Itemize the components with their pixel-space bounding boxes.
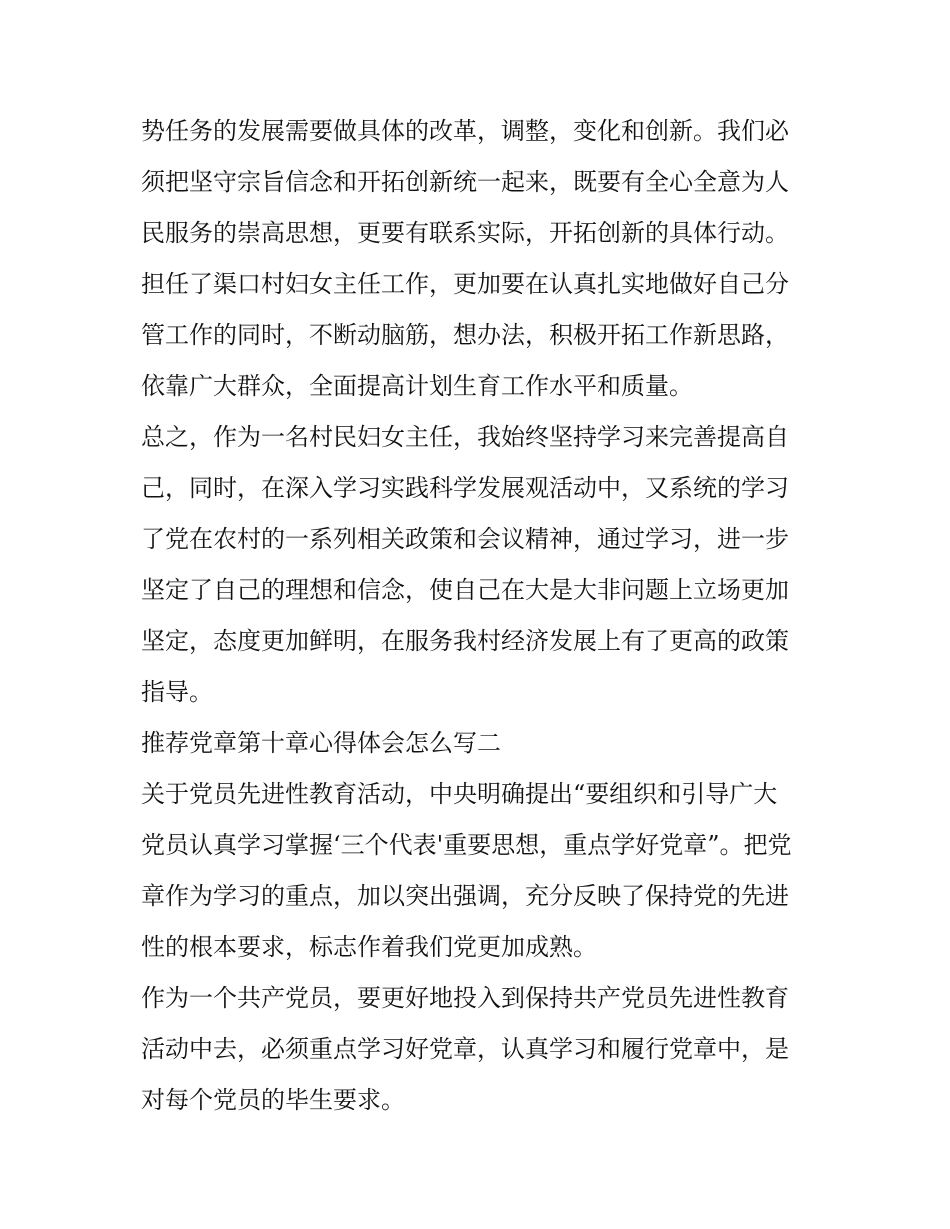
text-line: 关于党员先进性教育活动，中央明确提出“要组织和引导广大 [141, 780, 778, 808]
text-line: 管工作的同时，不断动脑筋，想办法，积极开拓工作新思路， [141, 321, 789, 349]
text-line: 指导。 [141, 678, 213, 706]
text-line: 坚定了自己的理想和信念，使自己在大是大非问题上立场更加 [141, 576, 789, 604]
text-line: 党员认真学习掌握‘三个代表'重要思想，重点学好党章”。把党 [141, 831, 792, 859]
text-line: 民服务的崇高思想，更要有联系实际，开拓创新的具体行动。 [141, 219, 789, 247]
text-line: 活动中去，必须重点学习好党章，认真学习和履行党章中，是 [141, 1035, 789, 1063]
section-heading: 推荐党章第十章心得体会怎么写二 [141, 729, 501, 757]
text-line: 担任了渠口村妇女主任工作，更加要在认真扎实地做好自己分 [141, 270, 789, 298]
text-line: 性的根本要求，标志作着我们党更加成熟。 [141, 933, 597, 961]
text-line: 坚定，态度更加鲜明，在服务我村经济发展上有了更高的政策 [141, 627, 789, 655]
text-line: 章作为学习的重点，加以突出强调，充分反映了保持党的先进 [141, 882, 789, 910]
text-line: 作为一个共产党员，要更好地投入到保持共产党员先进性教育 [141, 984, 789, 1012]
text-line: 势任务的发展需要做具体的改革，调整，变化和创新。我们必 [141, 117, 789, 145]
text-line: 须把坚守宗旨信念和开拓创新统一起来，既要有全心全意为人 [141, 168, 789, 196]
text-line: 己，同时，在深入学习实践科学发展观活动中，又系统的学习 [141, 474, 789, 502]
text-line: 依靠广大群众，全面提高计划生育工作水平和质量。 [141, 372, 693, 400]
text-line: 了党在农村的一系列相关政策和会议精神，通过学习，进一步 [141, 525, 789, 553]
document-body [141, 106, 821, 1126]
text-line: 总之，作为一名村民妇女主任，我始终坚持学习来完善提高自 [141, 423, 789, 451]
text-line: 对每个党员的毕生要求。 [141, 1086, 405, 1114]
